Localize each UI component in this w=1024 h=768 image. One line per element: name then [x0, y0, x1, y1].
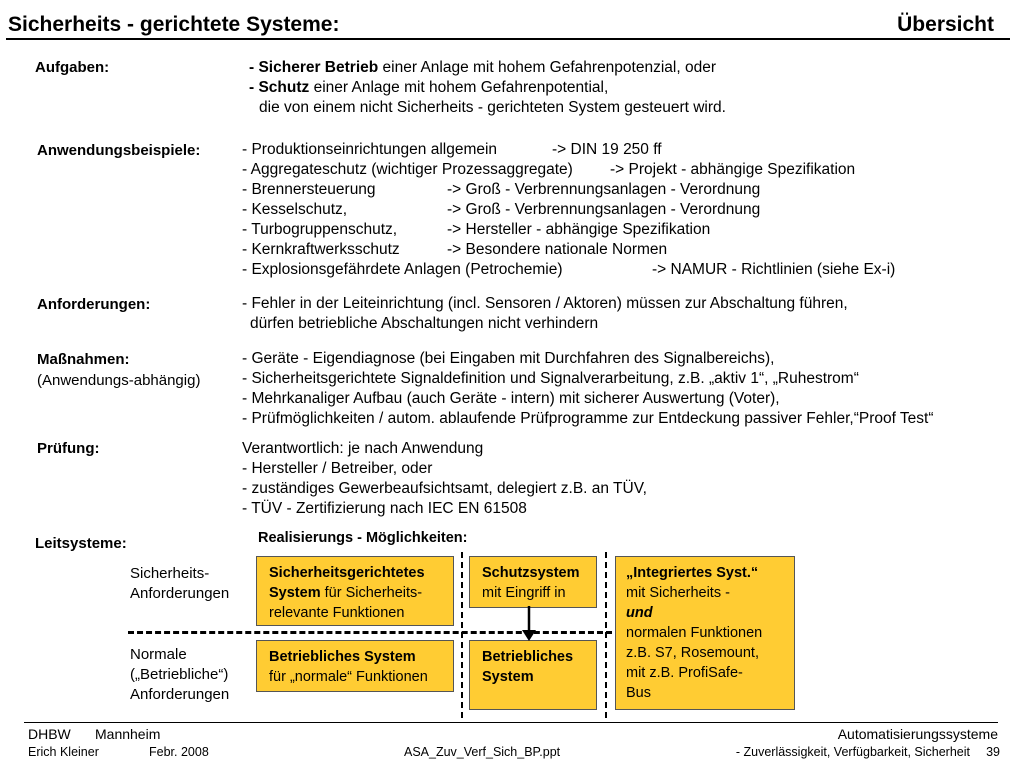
row2-label-line-3: Anforderungen: [130, 686, 230, 703]
box-text: mit Sicherheits -: [626, 585, 730, 601]
list-item: [242, 160, 856, 180]
aufgaben-line-2-rest: einer Anlage mit hohem Gefahrenpotential,: [309, 79, 609, 96]
aufgaben-label: Aufgaben:: [35, 59, 110, 76]
box-text: mit Eingriff in: [482, 585, 566, 601]
box-text-rest: für Sicherheits-: [320, 585, 423, 601]
list-item: - TÜV - Zertifizierung nach IEC EN 61508: [242, 500, 527, 517]
pruefung-list: [242, 439, 647, 519]
anwendung-list: [242, 140, 896, 280]
list-item: [242, 140, 662, 160]
box-betriebliches-system-1: [256, 640, 454, 692]
list-item-ref: -> Groß - Verbrennungsanlagen - Verordnung: [447, 181, 761, 198]
list-item-text: - Kesselschutz,: [242, 201, 348, 218]
list-item: - Mehrkanaliger Aufbau (auch Geräte - intern) mit sicherer Auswertung (Voter),: [242, 390, 780, 407]
aufgaben-line-1-bold: - Sicherer Betrieb: [249, 59, 379, 76]
page-number: 39: [986, 745, 1000, 759]
list-item-ref: -> DIN 19 250 ff: [552, 141, 662, 158]
row1-label-line-2: Anforderungen: [130, 585, 230, 602]
row1-label-line-1: Sicherheits-: [130, 565, 210, 582]
box-text: relevante Funktionen: [269, 605, 405, 621]
footer-author: Erich Kleiner: [28, 745, 99, 759]
list-item: [242, 200, 761, 220]
box-text: Betriebliches System: [269, 649, 416, 665]
list-item: [242, 220, 711, 240]
box-text: Sicherheitsgerichtetes: [269, 565, 425, 581]
list-item: - zuständiges Gewerbeaufsichtsamt, delegiert z.B. an TÜV,: [242, 480, 647, 497]
anforderungen-label: Anforderungen:: [37, 296, 151, 313]
box-text: „Integriertes Syst.“: [626, 565, 759, 581]
box-text: und: [626, 605, 653, 621]
list-item-text: - Produktionseinrichtungen allgemein: [242, 141, 498, 158]
anwendung-label: Anwendungsbeispiele:: [37, 142, 201, 159]
list-item: [242, 180, 761, 200]
pruefung-label: Prüfung:: [37, 440, 100, 457]
list-item-ref: -> Besondere nationale Normen: [447, 241, 668, 258]
list-item: [242, 260, 896, 280]
box-text: normalen Funktionen: [626, 625, 763, 641]
massnahmen-sublabel: (Anwendungs-abhängig): [37, 372, 201, 389]
dashed-divider-vertical-1: [461, 552, 463, 718]
anforderungen-line-2: dürfen betriebliche Abschaltungen nicht verhindern: [250, 315, 599, 332]
footer-topic: - Zuverlässigkeit, Verfügbarkeit, Sicherheit: [735, 745, 970, 759]
box-integriertes-system: [615, 556, 795, 710]
footer-divider: [24, 722, 998, 723]
list-item: [242, 240, 668, 260]
box-sicherheitsgerichtetes-system: [256, 556, 454, 626]
box-text: z.B. S7, Rosemount,: [626, 645, 759, 661]
box-text-bold: System: [269, 585, 321, 601]
list-item-ref: -> Hersteller - abhängige Spezifikation: [447, 221, 711, 238]
list-item-text: - Brennersteuerung: [242, 181, 376, 198]
box-betriebliches-system-2: [469, 640, 597, 710]
realisierung-label: Realisierungs - Möglichkeiten:: [258, 530, 468, 546]
list-item-ref: -> NAMUR - Richtlinien (siehe Ex-i): [652, 261, 896, 278]
dashed-divider-vertical-2: [605, 552, 607, 718]
list-item: - Prüfmöglichkeiten / autom. ablaufende Prüfprogramme zur Entdeckung passiver Fehler,“Proof Test“: [242, 410, 934, 427]
list-item-ref: -> Projekt - abhängige Spezifikation: [610, 161, 856, 178]
leitsysteme-label: Leitsysteme:: [35, 535, 127, 552]
footer-date: Febr. 2008: [149, 745, 209, 759]
arrow-down-icon: [518, 606, 540, 642]
aufgaben-line-3: die von einem nicht Sicherheits - gerichteten System gesteuert wird.: [259, 99, 726, 116]
box-schutzsystem: [469, 556, 597, 608]
list-item-text: - Kernkraftwerksschutz: [242, 241, 400, 258]
footer-org: DHBW: [28, 726, 71, 742]
list-item-ref: -> Groß - Verbrennungsanlagen - Verordnung: [447, 201, 761, 218]
aufgaben-line-1: [249, 58, 716, 78]
aufgaben-line-1-rest: einer Anlage mit hohem Gefahrenpotenzial, oder: [378, 59, 716, 76]
box-text: Bus: [626, 685, 651, 701]
page-title-right: Übersicht: [897, 13, 994, 36]
footer-course: Automatisierungssysteme: [837, 726, 998, 742]
box-text: für „normale“ Funktionen: [269, 669, 428, 685]
list-item: - Hersteller / Betreiber, oder: [242, 460, 433, 477]
list-item-text: - Turbogruppenschutz,: [242, 221, 398, 238]
aufgaben-line-2-bold: - Schutz: [249, 79, 310, 96]
box-text: Schutzsystem: [482, 565, 580, 581]
page-title: Sicherheits - gerichtete Systeme:: [8, 13, 340, 36]
box-text: Betriebliches: [482, 649, 574, 665]
box-text: mit z.B. ProfiSafe-: [626, 665, 743, 681]
box-text: [269, 583, 447, 603]
list-item-text: - Aggregateschutz (wichtiger Prozessaggregate): [242, 161, 573, 178]
title-divider: [6, 38, 1010, 40]
massnahmen-label: Maßnahmen:: [37, 351, 130, 368]
footer-file: ASA_Zuv_Verf_Sich_BP.ppt: [404, 745, 561, 759]
row2-label-line-2: („Betriebliche“): [130, 666, 229, 683]
aufgaben-line-2: [249, 78, 608, 98]
anforderungen-line-1: - Fehler in der Leiteinrichtung (incl. Sensoren / Aktoren) müssen zur Abschaltung führen,: [242, 295, 848, 312]
list-item: Verantwortlich: je nach Anwendung: [242, 440, 484, 457]
list-item: - Sicherheitsgerichtete Signaldefinition und Signalverarbeitung, z.B. „aktiv 1“, „Ruhestrom“: [242, 370, 859, 387]
box-text: System: [482, 669, 534, 685]
footer-city: Mannheim: [95, 726, 161, 742]
list-item-text: - Explosionsgefährdete Anlagen (Petrochemie): [242, 261, 563, 278]
row2-label-line-1: Normale: [130, 646, 187, 663]
massnahmen-list: [242, 349, 934, 429]
list-item: - Geräte - Eigendiagnose (bei Eingaben mit Durchfahren des Signalbereichs),: [242, 350, 775, 367]
